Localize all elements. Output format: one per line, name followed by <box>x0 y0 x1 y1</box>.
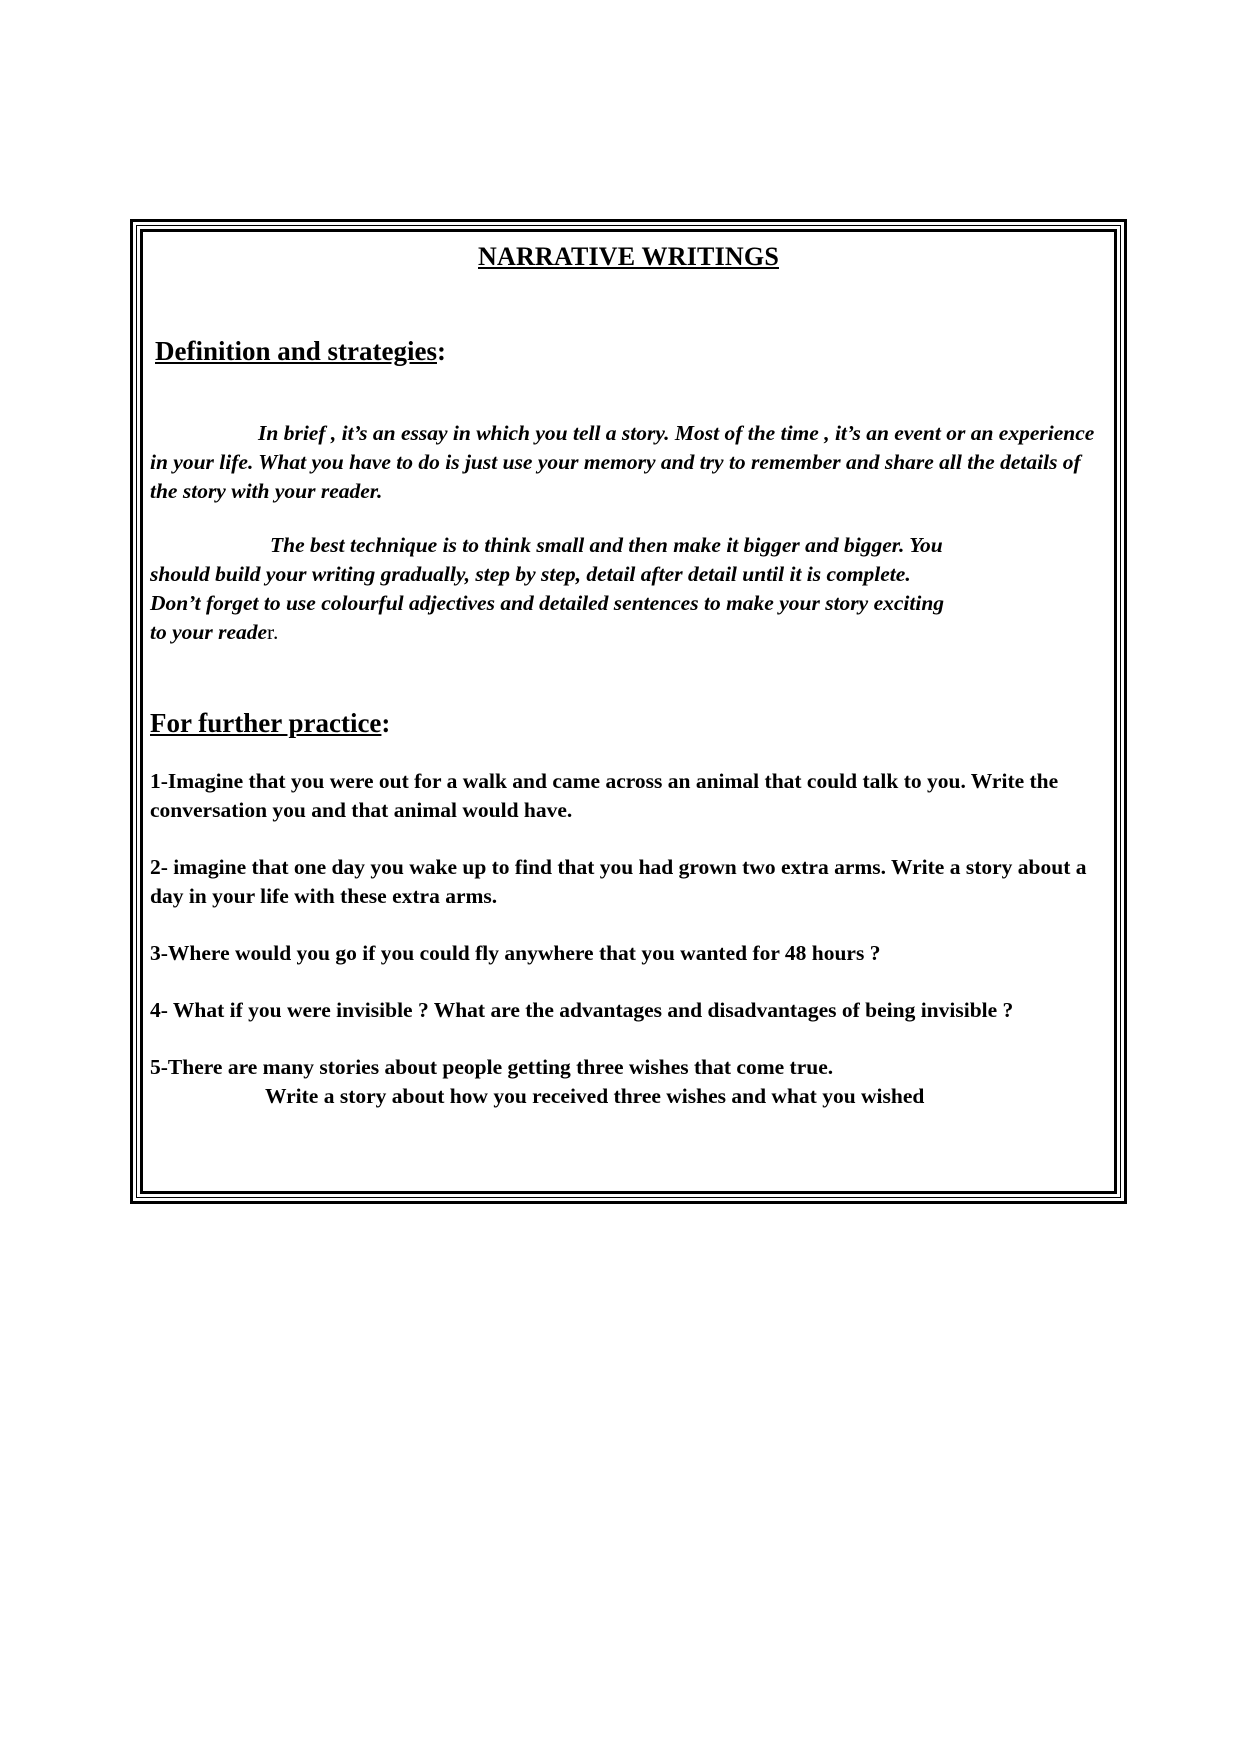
definition-paragraph <box>150 419 1107 506</box>
practice-item: 2- imagine that one day you wake up to find that you had grown two extra arms. Write a story about a day in your life with these extra arms. <box>150 855 1087 908</box>
practice-heading-text: For further practice <box>150 708 382 738</box>
technique-line-4-tail: r. <box>267 620 279 644</box>
practice-heading <box>150 708 390 739</box>
page-border-middle <box>136 225 1121 1198</box>
technique-paragraph <box>150 531 1107 647</box>
practice-item: 3-Where would you go if you could fly anywhere that you wanted for 48 hours ? <box>150 941 881 965</box>
practice-item-5-line-2: Write a story about how you received three wishes and what you wished <box>265 1084 925 1108</box>
practice-heading-colon: : <box>381 708 391 738</box>
practice-item-5-line-1: 5-There are many stories about people getting three wishes that come true. <box>150 1055 834 1079</box>
definition-heading-colon: : <box>436 336 446 366</box>
technique-line-2: should build your writing gradually, step by step, detail after detail until it is complete. <box>150 562 911 586</box>
definition-paragraph-text: In brief , it’s an essay in which you tell a story. Most of the time , it’s an event or an experience in your life. What you have to do is just use your memory and try to remember and share all the details of the story with your reader. <box>150 421 1095 503</box>
document-title: NARRATIVE WRITINGS <box>478 242 779 271</box>
practice-list <box>150 767 1107 1111</box>
practice-item <box>150 1053 1107 1111</box>
technique-line-1: The best technique is to think small and then make it bigger and bigger. You <box>270 533 943 557</box>
practice-item: 4- What if you were invisible ? What are the advantages and disadvantages of being invisible ? <box>150 998 1014 1022</box>
definition-heading-text: Definition and strategies <box>155 336 437 366</box>
technique-line-3: Don’t forget to use colourful adjectives and detailed sentences to make your story exciting <box>150 591 945 615</box>
page-border-inner <box>140 229 1117 1194</box>
definition-heading <box>155 336 446 367</box>
technique-line-4: to your reade <box>150 620 268 644</box>
practice-item: 1-Imagine that you were out for a walk and came across an animal that could talk to you. Write the conversation you and that animal would have. <box>150 769 1059 822</box>
page-border <box>130 219 1127 1204</box>
